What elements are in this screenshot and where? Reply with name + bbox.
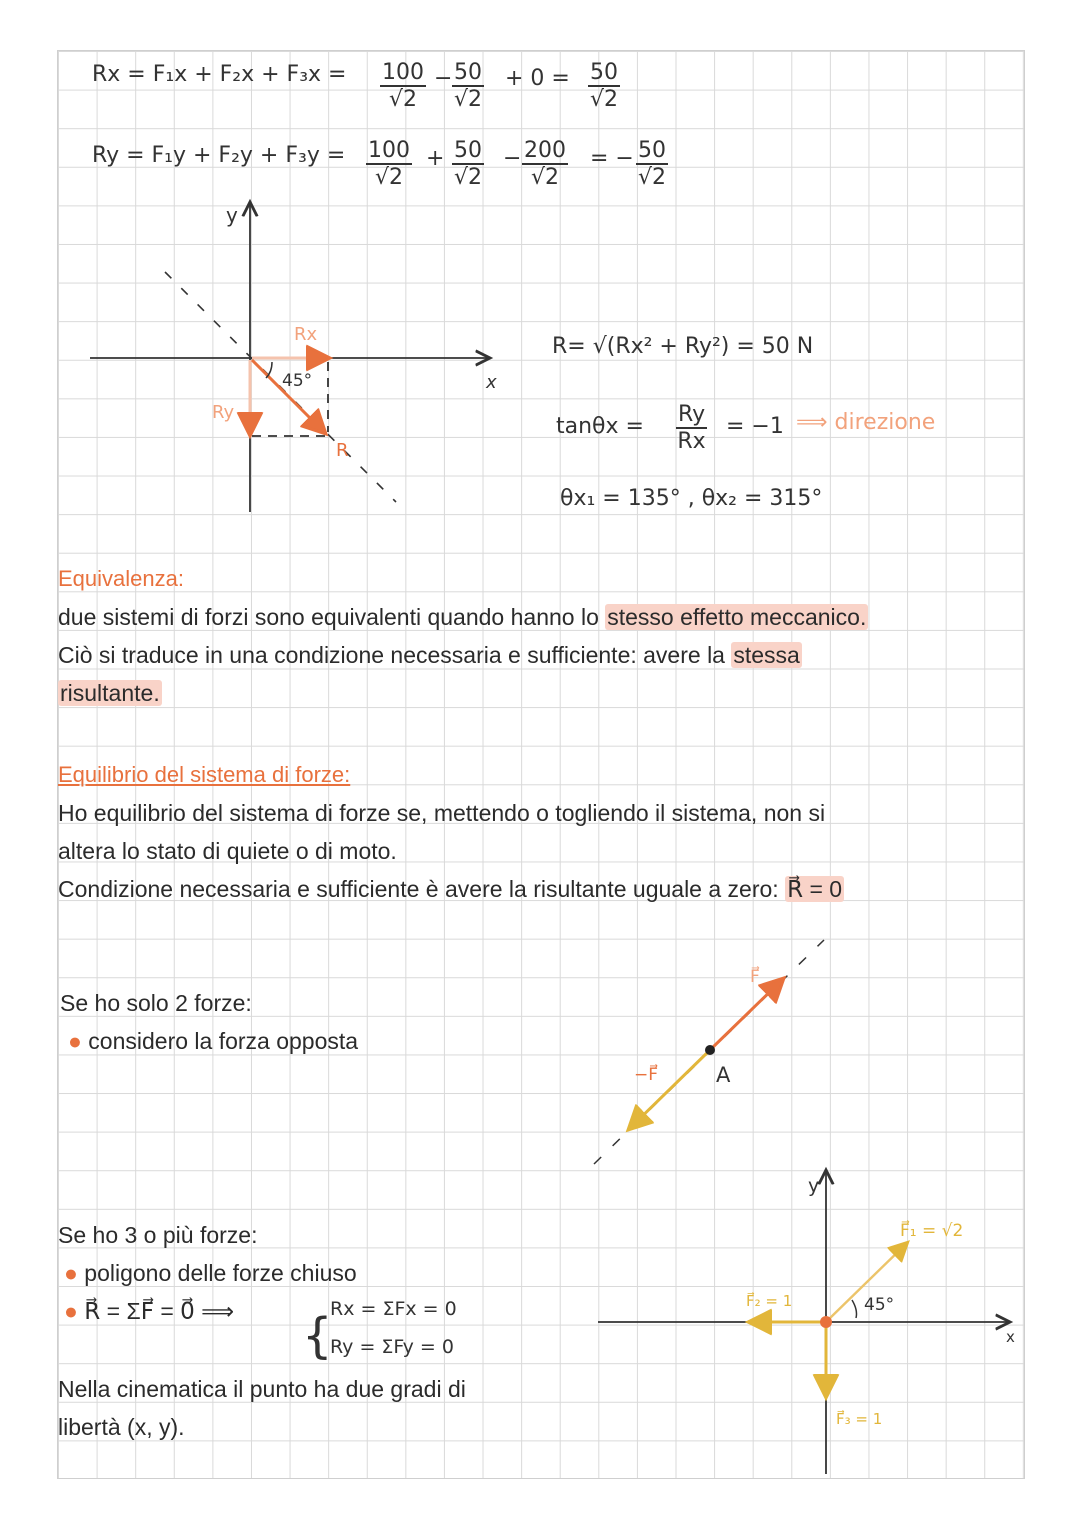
rx-term2-den: √2 xyxy=(453,87,482,112)
equilibrio-highlight: R⃗ = 0 xyxy=(787,876,843,902)
diagram2-f-vector xyxy=(710,978,784,1050)
angles-values: θx₁ = 135° , θx₂ = 315° xyxy=(560,486,823,511)
direction-note: ⟹ direzione xyxy=(796,410,936,435)
diagram2-minus-f-vector xyxy=(628,1050,710,1130)
ry-term1-den: √2 xyxy=(374,165,403,190)
ry-term2-num: 50 xyxy=(454,138,482,163)
diagram3-system-brace: { xyxy=(302,1308,333,1364)
diagram3-force-equilibrium xyxy=(302,1170,1015,1474)
ry-eq: = − xyxy=(590,146,634,171)
diagram3-x-label: x xyxy=(1006,1328,1015,1346)
due-forze-bullet-text: considero la forza opposta xyxy=(88,1028,359,1054)
rx-formula-left: Rx = F₁x + F₂x + F₃x = xyxy=(92,62,347,87)
tre-forze-system-row1: Rx = ΣFx = 0 xyxy=(330,1298,457,1320)
tre-forze-system-row2: Ry = ΣFy = 0 xyxy=(330,1336,454,1358)
diagram1-r-label: R xyxy=(336,440,349,461)
due-forze-bullet xyxy=(68,1028,358,1055)
diagram1-ry-label: Ry xyxy=(212,402,235,423)
diagram3-origin-point xyxy=(820,1316,832,1328)
tre-forze-bullet1-text: poligono delle forze chiuso xyxy=(84,1260,357,1286)
bullet-dot-icon: ● xyxy=(64,1260,78,1286)
ry-result-num: 50 xyxy=(638,138,666,163)
rx-result-num: 50 xyxy=(590,60,618,85)
equilibrio-line3: Condizione necessaria e sufficiente è avere la risultante uguale a zero: xyxy=(58,876,786,902)
diagram3-f1-label: F⃗₁ = √2 xyxy=(900,1221,964,1241)
diagram2-f-label: F⃗ xyxy=(750,967,760,987)
due-forze-intro: Se ho solo 2 forze: xyxy=(60,990,252,1016)
ry-op2: − xyxy=(503,146,522,171)
diagram3-angle-label: 45° xyxy=(864,1295,895,1315)
tan-left: tanθx = xyxy=(556,414,644,439)
diagram2-point-a xyxy=(705,1045,715,1055)
equilibrio-paragraph xyxy=(58,794,1018,908)
ry-term3-num: 200 xyxy=(524,138,566,163)
rx-tail: + 0 = xyxy=(505,66,570,91)
diagram1-angle-label: 45° xyxy=(282,371,313,391)
diagram1-x-label: x xyxy=(486,372,497,393)
ry-term3-den: √2 xyxy=(530,165,559,190)
rx-term1-den: √2 xyxy=(388,87,417,112)
tre-forze-bullet2-text: R⃗ = ΣF⃗ = 0⃗ ⟹ xyxy=(84,1298,235,1324)
diagram2-point-label: A xyxy=(716,1063,731,1087)
diagram1-rx-label: Rx xyxy=(294,324,318,345)
diagram3-f2-label: F⃗₂ = 1 xyxy=(746,1292,793,1310)
tan-right: = −1 xyxy=(726,414,784,439)
equilibrio-line1: Ho equilibrio del sistema di forze se, mettendo o togliendo il sistema, non si xyxy=(58,800,826,826)
ry-result-den: √2 xyxy=(637,165,666,190)
diagram2-minus-f-label: −F⃗ xyxy=(634,1065,659,1085)
tre-forze-bullet2 xyxy=(64,1298,234,1325)
diagram3-y-label: y xyxy=(808,1175,820,1197)
cinematica-line1: Nella cinematica il punto ha due gradi di xyxy=(58,1376,466,1402)
ry-formula-left: Ry = F₁y + F₂y + F₃y = xyxy=(92,143,346,168)
rx-result-den: √2 xyxy=(589,87,618,112)
diagram3-angle-arc xyxy=(852,1300,857,1318)
equilibrio-title: Equilibrio del sistema di forze: xyxy=(58,762,351,787)
equivalenza-highlight2: stessa xyxy=(733,642,800,668)
rx-term2-num: 50 xyxy=(454,60,482,85)
equivalenza-paragraph xyxy=(58,598,1018,712)
diagram2-opposite-forces xyxy=(594,940,824,1164)
diagram3-f3-label: F⃗₃ = 1 xyxy=(836,1410,883,1428)
rx-op1: − xyxy=(434,66,453,91)
tre-forze-bullet1 xyxy=(64,1260,357,1287)
ry-op1: + xyxy=(426,146,445,171)
equilibrio-line2: altera lo stato di quiete o di moto. xyxy=(58,838,397,864)
ry-term2-den: √2 xyxy=(453,165,482,190)
ry-term1-num: 100 xyxy=(368,138,410,163)
equivalenza-highlight1: stesso effetto meccanico. xyxy=(607,604,867,630)
bullet-dot-icon: ● xyxy=(68,1028,82,1054)
equivalenza-title: Equivalenza: xyxy=(58,566,184,591)
diagram1-y-label: y xyxy=(226,203,238,227)
bullet-dot-icon: ● xyxy=(64,1298,78,1324)
diagram1-vector-decomposition xyxy=(90,202,497,512)
tan-num: Ry xyxy=(678,402,706,427)
rx-term1-num: 100 xyxy=(382,60,424,85)
resultant-magnitude: R= √(Rx² + Ry²) = 50 N xyxy=(552,334,814,359)
equivalenza-text1: due sistemi di forzi sono equivalenti quando hanno lo xyxy=(58,604,606,630)
cinematica-line2: libertà (x, y). xyxy=(58,1414,185,1440)
tre-forze-intro: Se ho 3 o più forze: xyxy=(58,1222,258,1248)
equivalenza-highlight3: risultante. xyxy=(60,680,160,706)
tan-den: Rx xyxy=(677,429,706,454)
equivalenza-text2: Ciò si traduce in una condizione necessaria e sufficiente: avere la xyxy=(58,642,732,668)
